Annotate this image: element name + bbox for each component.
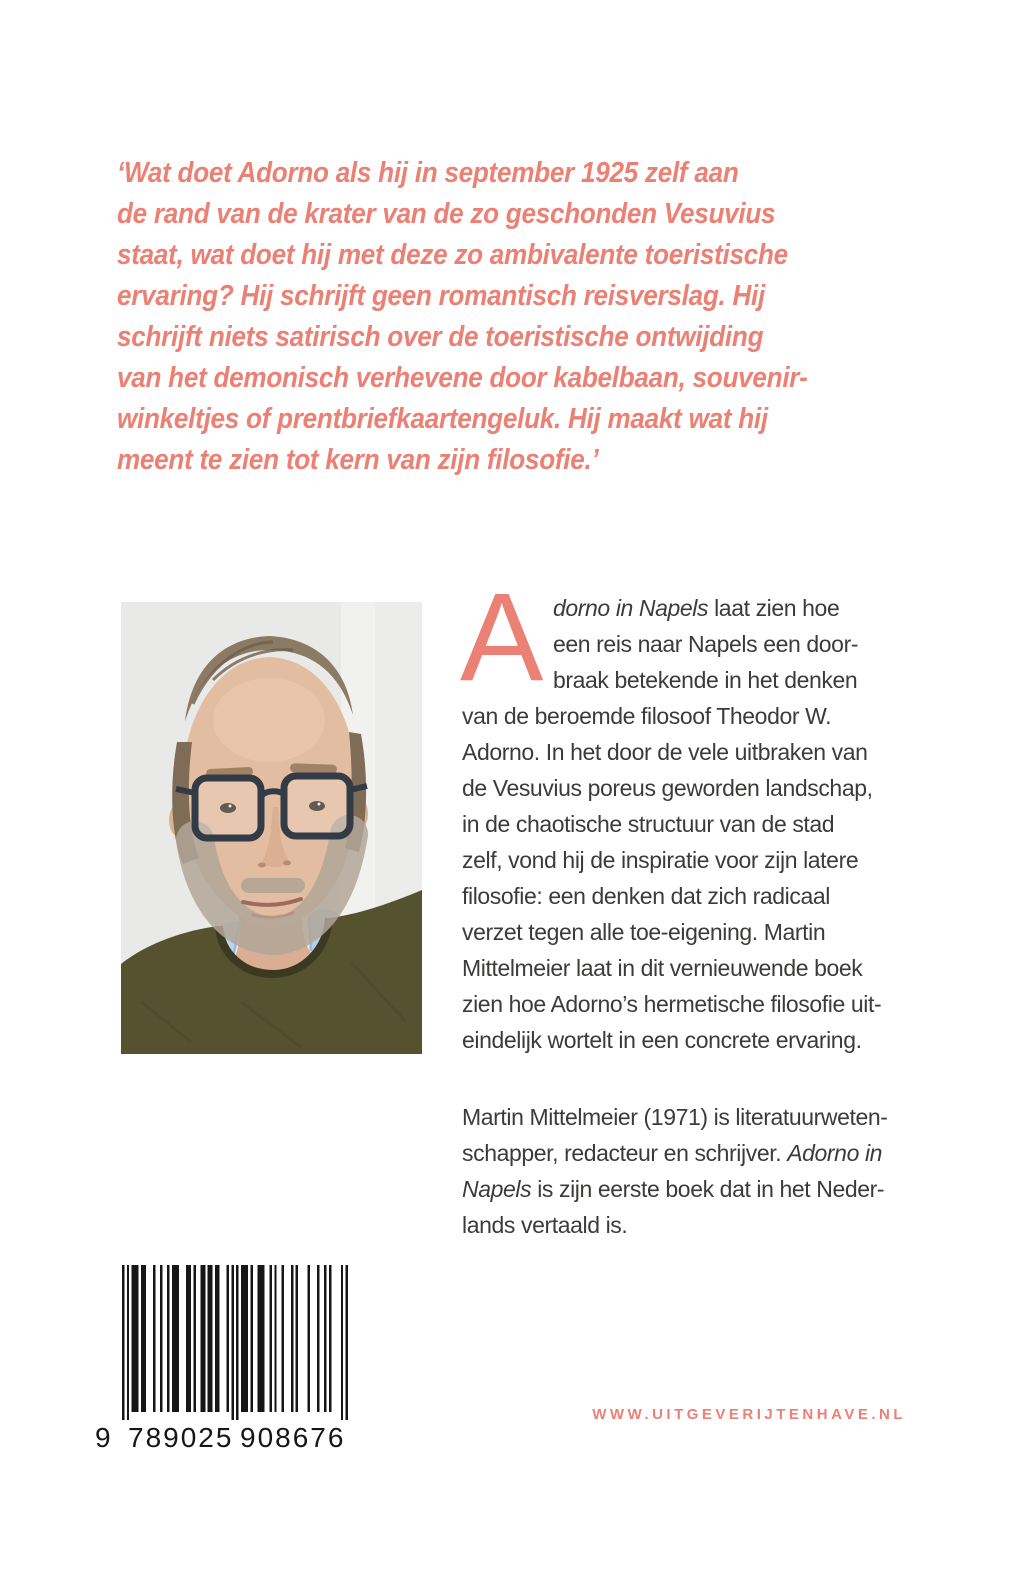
text-line: van de beroemde filosoof Theodor W. (462, 703, 832, 729)
text-line: eindelijk wortelt in een concrete ervaring. (462, 1027, 862, 1053)
text-line: dorno in Napels laat zien hoe (553, 595, 840, 621)
text-line: van het demonisch verhevene door kabelbaan, souvenir- (117, 362, 808, 394)
text-line: zelf, vond hij de inspiratie voor zijn latere (462, 847, 859, 873)
text-line: Mittelmeier laat in dit vernieuwende boek (462, 955, 863, 981)
text-line: een reis naar Napels een door- (553, 631, 859, 657)
isbn-system-digit: 9 (95, 1422, 111, 1453)
text-line: Martin Mittelmeier (1971) is literatuurweten- (462, 1104, 888, 1130)
isbn-barcode-bars (122, 1265, 348, 1420)
text-line: schrijft niets satirisch over de toeristische ontwijding (117, 321, 764, 353)
isbn-barcode (95, 1265, 348, 1460)
drop-cap: A (460, 568, 544, 707)
text-line: de rand van de krater van de zo geschonden Vesuvius (117, 198, 776, 230)
text-line: braak betekende in het denken (553, 667, 858, 693)
isbn-number (95, 1420, 348, 1460)
text-line: winkeltjes of prentbriefkaartengeluk. Hij maakt wat hij (117, 403, 768, 435)
text-line: staat, wat doet hij met deze zo ambivalente toeristische (117, 239, 788, 271)
text-line: ervaring? Hij schrijft geen romantisch reisverslag. Hij (117, 280, 766, 312)
text-line: ‘Wat doet Adorno als hij in september 1925 zelf aan (117, 157, 739, 189)
author-photo (121, 602, 422, 1054)
book-blurb (462, 590, 881, 1058)
text-line: de Vesuvius poreus geworden landschap, (462, 775, 873, 801)
publisher-url: WWW.UITGEVERIJTENHAVE.NL (592, 1406, 906, 1423)
text-line: filosofie: een denken dat zich radicaal (462, 883, 830, 909)
pull-quote (117, 153, 884, 481)
text-line: zien hoe Adorno’s hermetische filosofie uit- (462, 991, 882, 1017)
isbn-right-group: 908676 (240, 1422, 346, 1453)
author-bio (462, 1099, 888, 1243)
text-line: Napels is zijn eerste boek dat in het Neder- (462, 1176, 885, 1202)
text-line: lands vertaald is. (462, 1212, 628, 1238)
isbn-left-group: 789025 (128, 1422, 234, 1453)
text-line: schapper, redacteur en schrijver. Adorno in (462, 1140, 883, 1166)
text-line: Adorno. In het door de vele uitbraken van (462, 739, 868, 765)
text-line: meent te zien tot kern van zijn filosofie.’ (117, 444, 599, 476)
text-line: in de chaotische structuur van de stad (462, 811, 835, 837)
text-line: verzet tegen alle toe-eigening. Martin (462, 919, 826, 945)
